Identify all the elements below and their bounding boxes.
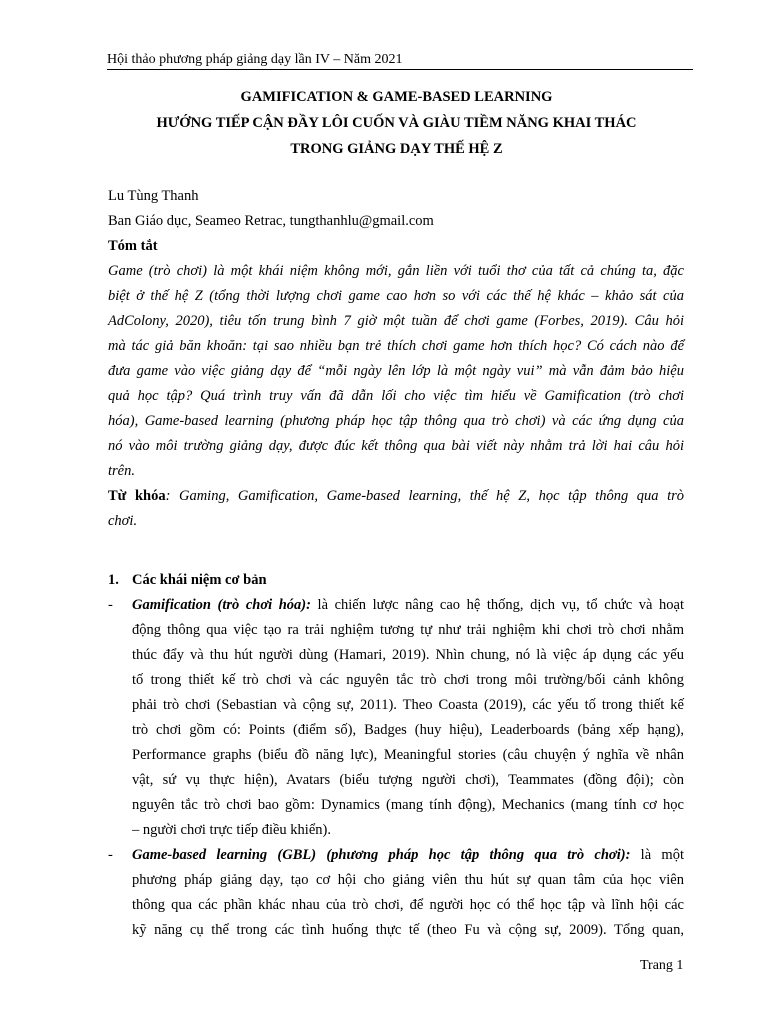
abstract-heading: Tóm tắt xyxy=(108,238,158,254)
keywords-label: Từ khóa xyxy=(108,488,166,504)
author-name: Lu Tùng Thanh xyxy=(108,188,199,204)
abstract-line: đưa game vào việc giảng dạy để “mỗi ngày lên lớp là một ngày vui” mà vẫn đảm bảo hiệu xyxy=(108,363,684,379)
definition-term: Gamification (trò chơi hóa): xyxy=(132,597,311,613)
section-number: 1. xyxy=(108,572,119,588)
definition-line: Performance graphs (biểu đồ năng lực), Meaningful stories (câu chuyện ý nghĩa về nhân xyxy=(132,747,684,763)
keywords-list-cont: chơi. xyxy=(108,513,138,529)
definition-text: là chiến lược nâng cao hệ thống, dịch vụ, tổ chức và hoạt xyxy=(310,597,684,613)
section-heading xyxy=(108,568,684,593)
definition-line: thúc đẩy và thu hút người dùng (Hamari, 2019). Nhìn chung, nó là việc áp dụng các yếu xyxy=(132,647,684,663)
title-line-3: TRONG GIẢNG DẠY THẾ HỆ Z xyxy=(290,141,503,157)
abstract-line: nó vào môi trường giảng dạy, được đúc kết thông qua bài viết này nhằm trả lời hai câu hỏi xyxy=(108,438,684,454)
bullet-dash: - xyxy=(108,597,113,613)
abstract-line: quả học tập? Quá trình truy vấn đã dẫn lối cho việc tìm hiểu về Gamification (trò chơi xyxy=(108,388,684,404)
definition-item-gbl xyxy=(108,843,684,943)
title-line-1: GAMIFICATION & GAME-BASED LEARNING xyxy=(240,89,553,105)
abstract-line: AdColony, 2020), tiêu tốn trung bình 7 giờ một tuần để chơi game (Forbes, 2019). Câu hỏi xyxy=(108,313,684,329)
author-affiliation: Ban Giáo dục, Seameo Retrac, tungthanhlu@gmail.com xyxy=(108,213,434,229)
abstract-line: hóa), Game-based learning (phương pháp học tập thông qua trò chơi) và các ứng dụng của xyxy=(108,413,684,429)
paper-title xyxy=(100,84,693,162)
abstract-line: trên. xyxy=(108,463,135,479)
definition-text: là một xyxy=(630,847,684,863)
running-header: Hội thảo phương pháp giảng dạy lần IV – Năm 2021 xyxy=(107,51,693,70)
definition-line: thông qua các phần khác nhau của trò chơi, để người học có thể học tập và lĩnh hội các xyxy=(132,897,684,913)
abstract-line: Game (trò chơi) là một khái niệm không mới, gắn liền với tuổi thơ của tất cả chúng ta, đặc xyxy=(108,263,684,279)
definition-line: vật, sứ vụ thực hiện), Avatars (biểu tượng người chơi), Teammates (đồng đội); còn xyxy=(132,772,684,788)
bullet-dash: - xyxy=(108,847,113,863)
paper-body xyxy=(108,184,684,943)
definition-line: nguyên tắc trò chơi bao gồm: Dynamics (mang tính động), Mechanics (mang tính cơ học xyxy=(132,797,684,813)
abstract-line: mà tác giả băn khoăn: tại sao nhiều bạn trẻ thích chơi game hơn thích học? Có cách nào để xyxy=(108,338,684,354)
definition-line: tố trong thiết kế trò chơi và các nguyên tắc trò chơi trong môi trường/bối cảnh không xyxy=(132,672,684,688)
definition-line: động thông qua việc tạo ra trải nghiệm tương tự như trải nghiệm khi chơi trò chơi nhằm xyxy=(132,622,684,638)
definition-line: phương pháp giảng dạy, tạo cơ hội cho giảng viên thu hút sự quan tâm của học viên xyxy=(132,872,684,888)
page-number: Trang 1 xyxy=(640,958,684,973)
keywords xyxy=(108,484,684,534)
definition-line: – người chơi trực tiếp điều khiển). xyxy=(132,822,331,838)
section-title: Các khái niệm cơ bản xyxy=(132,572,267,588)
definition-item-gamification xyxy=(108,593,684,843)
definition-line: phải trò chơi (Sebastian và cộng sự, 2011). Theo Coasta (2019), các yếu tố trong thiết kế xyxy=(132,697,684,713)
definition-line: kỹ năng cụ thể trong các tình huống thực tế (theo Fu và cộng sự, 2009). Tổng quan, xyxy=(132,922,684,938)
definition-term: Game-based learning (GBL) (phương pháp học tập thông qua trò chơi): xyxy=(132,847,631,863)
keywords-list: : Gaming, Gamification, Game-based learning, thế hệ Z, học tập thông qua trò xyxy=(165,488,684,504)
title-line-2: HƯỚNG TIẾP CẬN ĐẦY LÔI CUỐN VÀ GIÀU TIỀM NĂNG KHAI THÁC xyxy=(156,115,637,131)
abstract-line: biệt ở thế hệ Z (tổng thời lượng chơi game cao hơn so với các thế hệ khác – khảo sát của xyxy=(108,288,684,304)
definition-line: trò chơi gồm có: Points (điểm số), Badges (huy hiệu), Leaderboards (bảng xếp hạng), xyxy=(132,722,684,738)
abstract-text xyxy=(108,259,684,484)
